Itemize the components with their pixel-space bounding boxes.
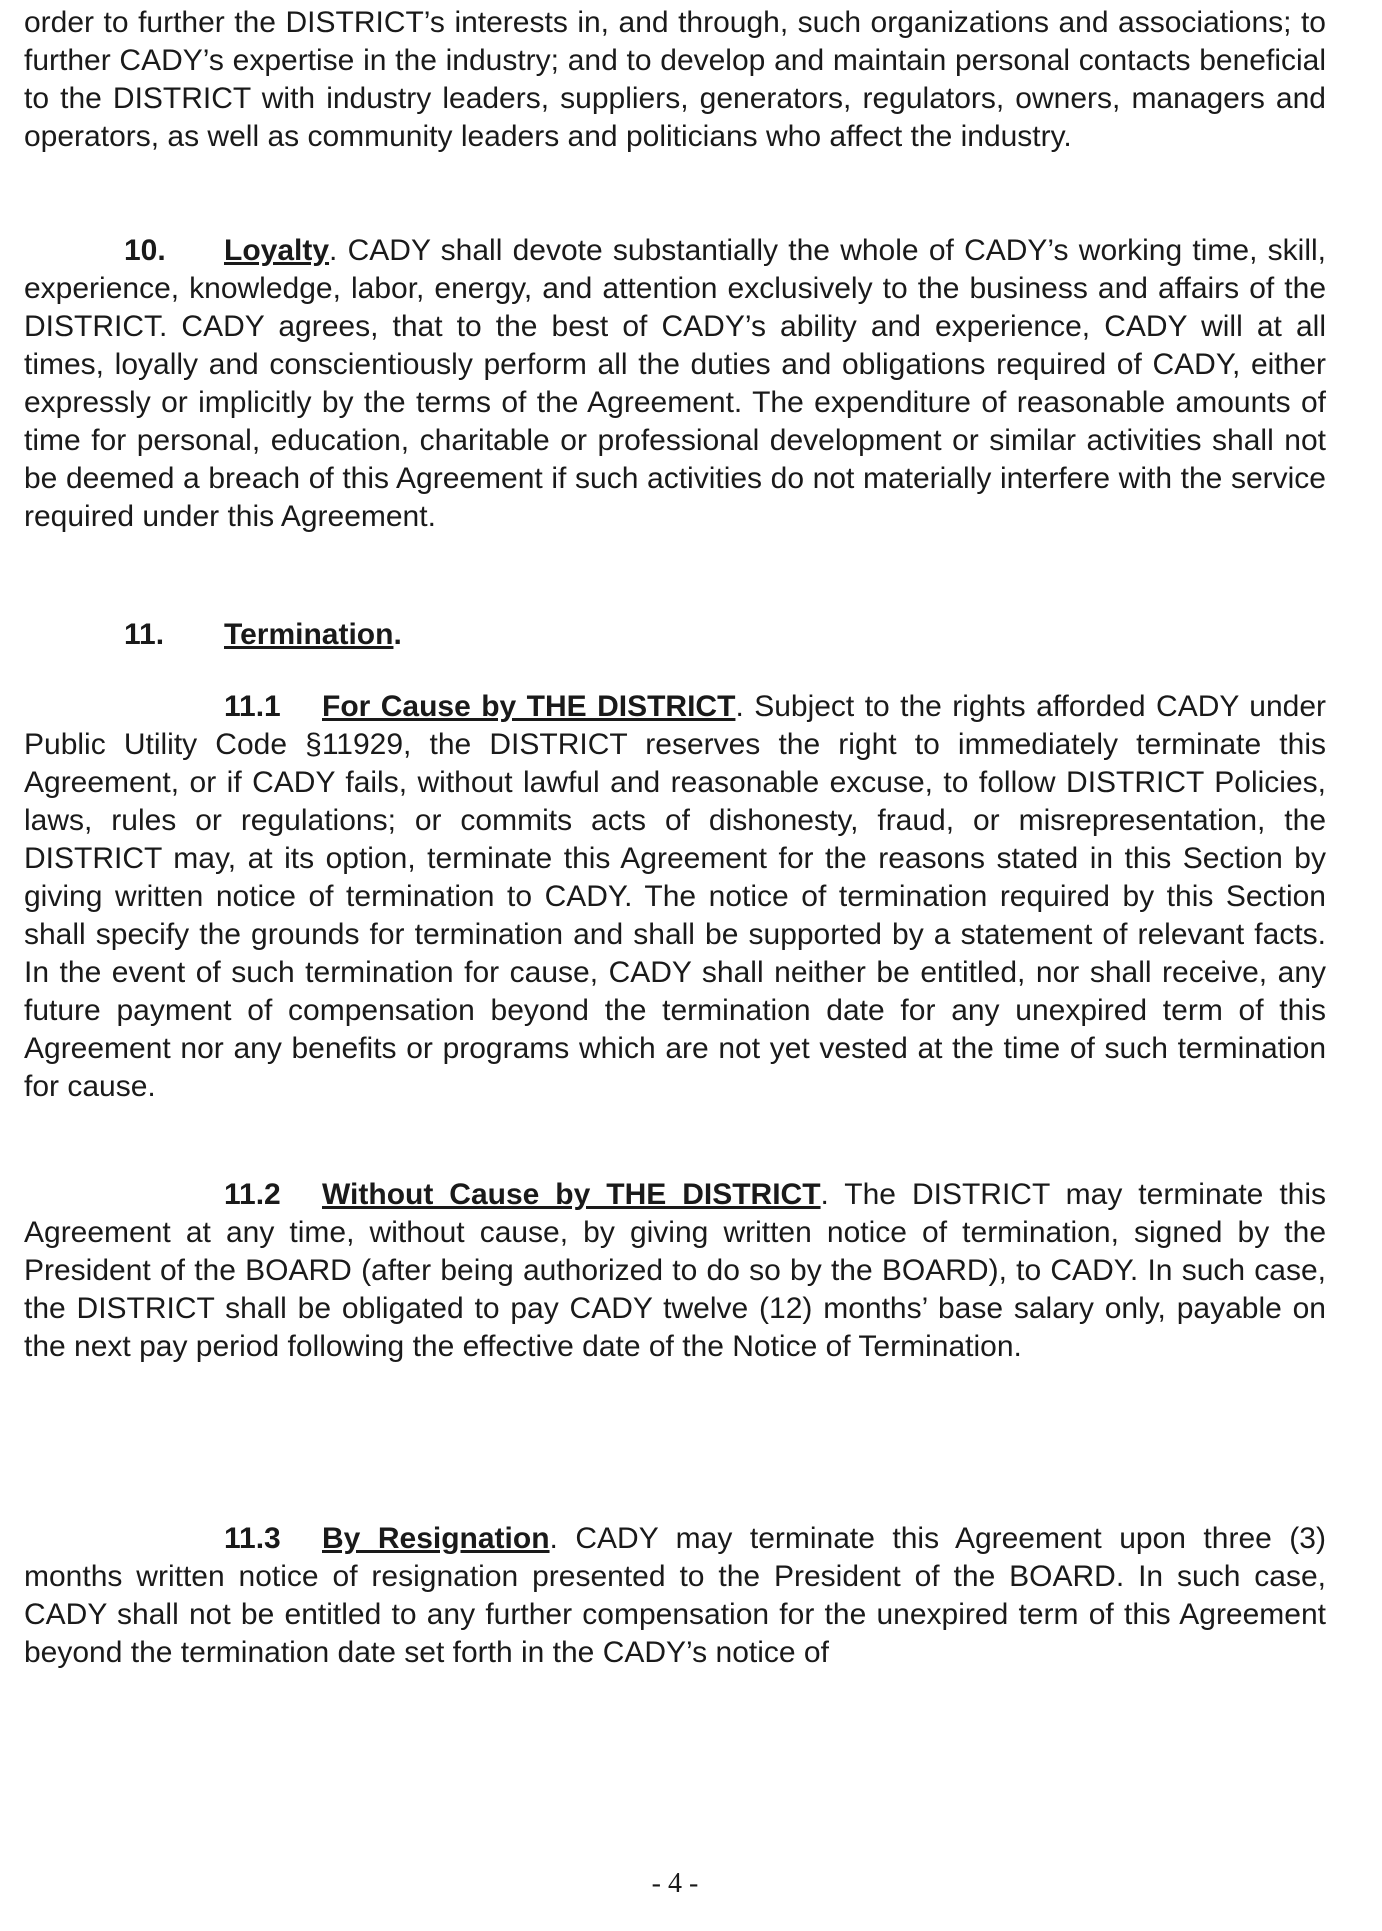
section-11-1-number: 11.1 (224, 690, 281, 723)
section-10-heading: Loyalty (224, 234, 330, 267)
section-10-number: 10. (124, 234, 166, 267)
section-11-1-heading: For Cause by THE DISTRICT (322, 690, 736, 723)
section-11-3-text: . CADY may terminate this Agreement upon three (3) months written notice of resignation presented to the President of the BOARD. In such case, CADY shall not be entitled to any further compensation for the unexpired term of this Agreement beyond the termination date set forth in the CADY’s notice of (24, 1522, 1326, 1669)
page-number: - 4 - (651, 1868, 699, 1899)
section-11-2-number: 11.2 (224, 1178, 281, 1211)
intro-paragraph (24, 4, 1326, 156)
section-11-2-heading: Without Cause by THE DISTRICT (322, 1178, 821, 1211)
section-11-1-text: . Subject to the rights afforded CADY under Public Utility Code §11929, the DISTRICT reserves the right to immediately terminate this Agreement, or if CADY fails, without lawful and reasonable excuse, to follow DISTRICT Policies, laws, rules or regulations; or commits acts of dishonesty, fraud, or misrepresentation, the DISTRICT may, at its option, terminate this Agreement for the reasons stated in this Section by giving written notice of termination to CADY. The notice of termination required by this Section shall specify the grounds for termination and shall be supported by a statement of relevant facts. In the event of such termination for cause, CADY shall neither be entitled, nor shall receive, any future payment of compensation beyond the termination date for any unexpired term of this Agreement nor any benefits or programs which are not yet vested at the time of such termination for cause. (24, 690, 1327, 1103)
section-11-3-number: 11.3 (224, 1522, 281, 1555)
section-10-text: . CADY shall devote substantially the whole of CADY’s working time, skill, experience, knowledge, labor, energy, and attention exclusively to the business and affairs of the DISTRICT. CADY agrees, that to the best of CADY’s ability and experience, CADY will at all times, loyally and conscientiously perform all the duties and obligations required of CADY, either expressly or implicitly by the terms of the Agreement. The expenditure of reasonable amounts of time for personal, education, charitable or professional development or similar activities shall not be deemed a breach of this Agreement if such activities do not materially interfere with the service required under this Agreement. (24, 234, 1326, 533)
section-11-suffix: . (393, 618, 402, 651)
section-11-2-text: . The DISTRICT may terminate this Agreement at any time, without cause, by giving written notice of termination, signed by the President of the BOARD (after being authorized to do so by the BOARD), to CADY. In such case, the DISTRICT shall be obligated to pay CADY twelve (12) months’ base salary only, payable on the next pay period following the effective date of the Notice of Termination. (24, 1178, 1327, 1363)
section-11-2-without-cause (24, 1176, 1326, 1366)
section-10-loyalty (24, 232, 1326, 536)
section-11-termination (24, 616, 1326, 654)
section-11-1-for-cause (24, 688, 1326, 1106)
section-11-number: 11. (124, 618, 165, 651)
section-11-3-heading: By Resignation (322, 1522, 550, 1555)
section-11-heading: Termination (224, 618, 394, 651)
intro-text: order to further the DISTRICT’s interests in, and through, such organizations and associations; to further CADY’s expertise in the industry; and to develop and maintain personal contacts beneficial to the DISTRICT with industry leaders, suppliers, generators, regulators, owners, managers and operators, as well as community leaders and politicians who affect the industry. (24, 6, 1326, 153)
section-11-3-by-resignation (24, 1520, 1326, 1672)
